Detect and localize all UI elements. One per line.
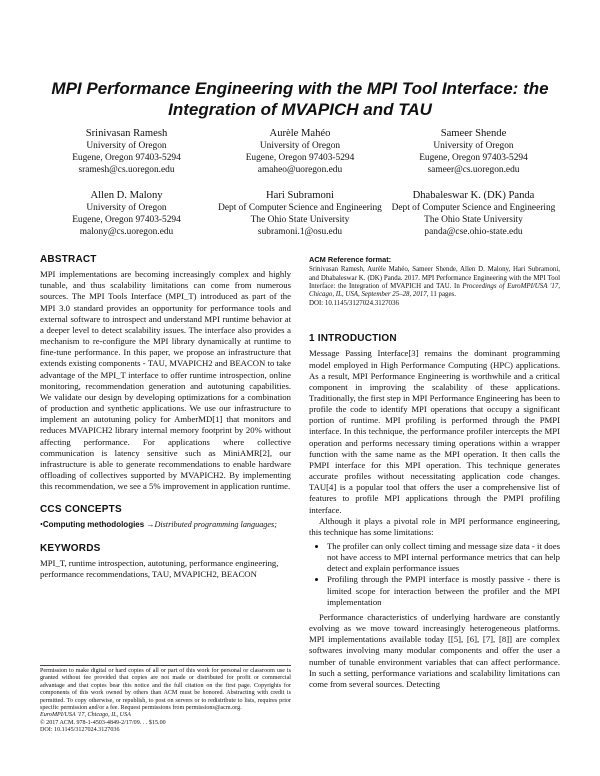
author-address: The Ohio State University [250, 214, 350, 225]
author [214, 189, 387, 239]
author-row-2 [40, 189, 560, 239]
right-column [309, 254, 560, 690]
author [214, 127, 387, 177]
author-name: Aurèle Mahéo [269, 128, 331, 139]
abstract-text: MPI implementations are becoming increasingly complex and highly tunable, and thus scalability limitations can come from numerous sources. The MPI Tools Interface (MPI_T) introduced as part of the MPI 3.0 standard provides an opportunity for performance tools and external software to introspect and understand MPI runtime behavior at a deeper level to detect scalability issues. The interface also provides a mechanism to re-configure the MPI library dynamically at runtime to fine-tune performance. In this paper, we propose an infrastructure that extends existing components - TAU, MVAPICH2 and BEACON to take advantage of the MPI_T interface to offer runtime introspection, online monitoring, recommendation generation and autotuning capabilities. We validate our design by developing optimizations for a combination of production and synthetic applications. We use our infrastructure to implement an autotuning policy for AmberMD[1] that monitors and reduces MVAPICH2 library internal memory footprint by 20% without affecting performance. For applications where collective communication is latency sensitive such as MiniAMR[2], our infrastructure is able to generate recommendations to enable hardware offloading of collectives supported by MVAPICH2. By implementing this recommendation, we see a 5% improvement in application runtime. [40, 269, 291, 492]
introduction-p3: Performance characteristics of underlying hardware are constantly evolving as we move toward increasingly heterogeneous platforms. MPI implementations available today [[5], [6], [7], [8]] are complex softwares involving many modular components and offer the user a number of tunable environment variables that can affect performance. In such a setting, performance variations and scalability limitations can come from several sources. Detecting [309, 611, 560, 689]
author-email: amaheo@uoregon.edu [257, 165, 343, 176]
abstract-heading: ABSTRACT [40, 254, 97, 265]
author-name: Srinivasan Ramesh [85, 128, 168, 139]
author-affiliation: Dept of Computer Science and Engineering [391, 202, 556, 213]
author-name: Allen D. Malony [90, 189, 163, 201]
author-affiliation: Dept of Computer Science and Engineering [218, 202, 382, 213]
author [40, 127, 213, 177]
copyright-line: © 2017 ACM. 978-1-4503-4849-2/17/09. . . $15.00 [40, 719, 166, 726]
reference-pages: 11 pages. [428, 291, 456, 299]
author-email: sramesh@cs.uoregon.edu [78, 165, 175, 176]
reference-format-heading: ACM Reference format: [309, 255, 392, 264]
introduction-p1: Message Passing Interface[3] remains the dominant programming model employed in High Performance Computing (HPC) applications. As a result, MPI Performance Engineering is worthwhile and a critical component in improving the scalability of these applications. Traditionally, the first step in MPI Performance Engineering has been to profile the code to identify MPI operations that occupy a significant portion of runtime. MPI profiling is performed through the PMPI interface. In this technique, the performance profiler intercepts the MPI operation and performs necessary timing operations within a wrapper function with the same name as the MPI operation. It then calls the PMPI interface for this MPI operation. This technique generates accurate profiles without necessitating application code changes. TAU[4] is a popular tool that offers the user a comprehensive list of features to profile MPI applications through the PMPI profiling interface. [309, 348, 560, 515]
author-address: Eugene, Oregon 97403-5294 [72, 214, 181, 225]
ccs-italic: Distributed programming languages; [154, 520, 277, 530]
reference-format-body [309, 266, 560, 308]
ccs-bold: Computing methodologies [42, 520, 145, 530]
author-affiliation: University of Oregon [86, 202, 167, 213]
author-affiliation: University of Oregon [259, 141, 341, 151]
limitations-list [309, 541, 560, 608]
left-column [40, 254, 291, 580]
list-item: • Profiling through the PMPI interface is mostly passive - there is limited scope for interaction between the profiler and the MPI implementation [327, 574, 560, 607]
author-name: Sameer Shende [440, 128, 507, 139]
ccs-bullet: • [40, 520, 43, 530]
author-address: Eugene, Oregon 97403-5294 [419, 153, 528, 164]
ccs-concepts [40, 519, 291, 530]
venue-line: EuroMPI/USA '17, Chicago, IL, USA [40, 712, 131, 719]
reference-authors: Srinivasan Ramesh, Aurèle Mahéo, Sameer Shende, Allen D. Malony, Hari Subramoni, and Dhabaleswar K. (DK) Panda. 2017. MPI Performance Engineering with the MPI Tool Interface: the Integration of MVAPICH and TAU. In [309, 266, 560, 290]
author-address: Eugene, Oregon 97403-5294 [72, 153, 181, 164]
author [387, 189, 560, 239]
paper-title: MPI Performance Engineering with the MPI Tool Interface: the Integration of MVAPICH and TAU [51, 79, 549, 119]
author [40, 189, 213, 239]
author-email: panda@cse.ohio-state.edu [424, 227, 523, 238]
author-name: Hari Subramoni [266, 189, 334, 201]
author-name: Dhabaleswar K. (DK) Panda [412, 189, 535, 201]
ccs-heading: CCS CONCEPTS [40, 504, 122, 516]
author-address: The Ohio State University [424, 214, 523, 225]
author [387, 127, 560, 177]
doi-line: DOI: 10.1145/3127024.3127036 [40, 727, 120, 734]
author-email: subramoni.1@osu.edu [257, 227, 343, 238]
introduction-p2: Although it plays a pivotal role in MPI performance engineering, this technique has some limitations: [309, 515, 560, 537]
reference-proceedings: Proceedings of EuroMPI/USA '17, Chicago, IL, USA, September 25–28, 2017, [309, 282, 560, 299]
permission-notice [40, 665, 291, 735]
ccs-arrow: → [144, 520, 155, 530]
reference-doi: DOI: 10.1145/3127024.3127036 [309, 299, 399, 307]
keywords-heading: KEYWORDS [40, 542, 101, 554]
author-email: sameer@cs.uoregon.edu [427, 165, 520, 176]
author-block [40, 127, 560, 250]
keywords-text: MPI_T, runtime introspection, autotuning, performance engineering, performance recommendations, TAU, MVAPICH2, BEACON [40, 557, 279, 579]
introduction-heading: 1 INTRODUCTION [309, 333, 397, 345]
author-address: Eugene, Oregon 97403-5294 [245, 153, 355, 164]
author-affiliation: University of Oregon [86, 141, 167, 151]
author-affiliation: University of Oregon [433, 141, 514, 151]
permission-text: Permission to make digital or hard copies of all or part of this work for personal or classroom use is granted without fee provided that copies are not made or distributed for profit or commercial advantage and that copies bear this notice and the full citation on the first page. Copyrights for components of this work owned by others than ACM must be honored. Abstracting with credit is permitted. To copy otherwise, or republish, to post on servers or to redistribute to lists, requires prior specific permission and/or a fee. Request permissions from permissions@acm.org. [40, 668, 291, 712]
list-item: • The profiler can only collect timing and message size data - it does not have access to MPI internal performance metrics that can help detect and explain performance issues [327, 541, 560, 574]
author-row-1 [40, 127, 560, 177]
author-email: malony@cs.uoregon.edu [79, 227, 174, 238]
